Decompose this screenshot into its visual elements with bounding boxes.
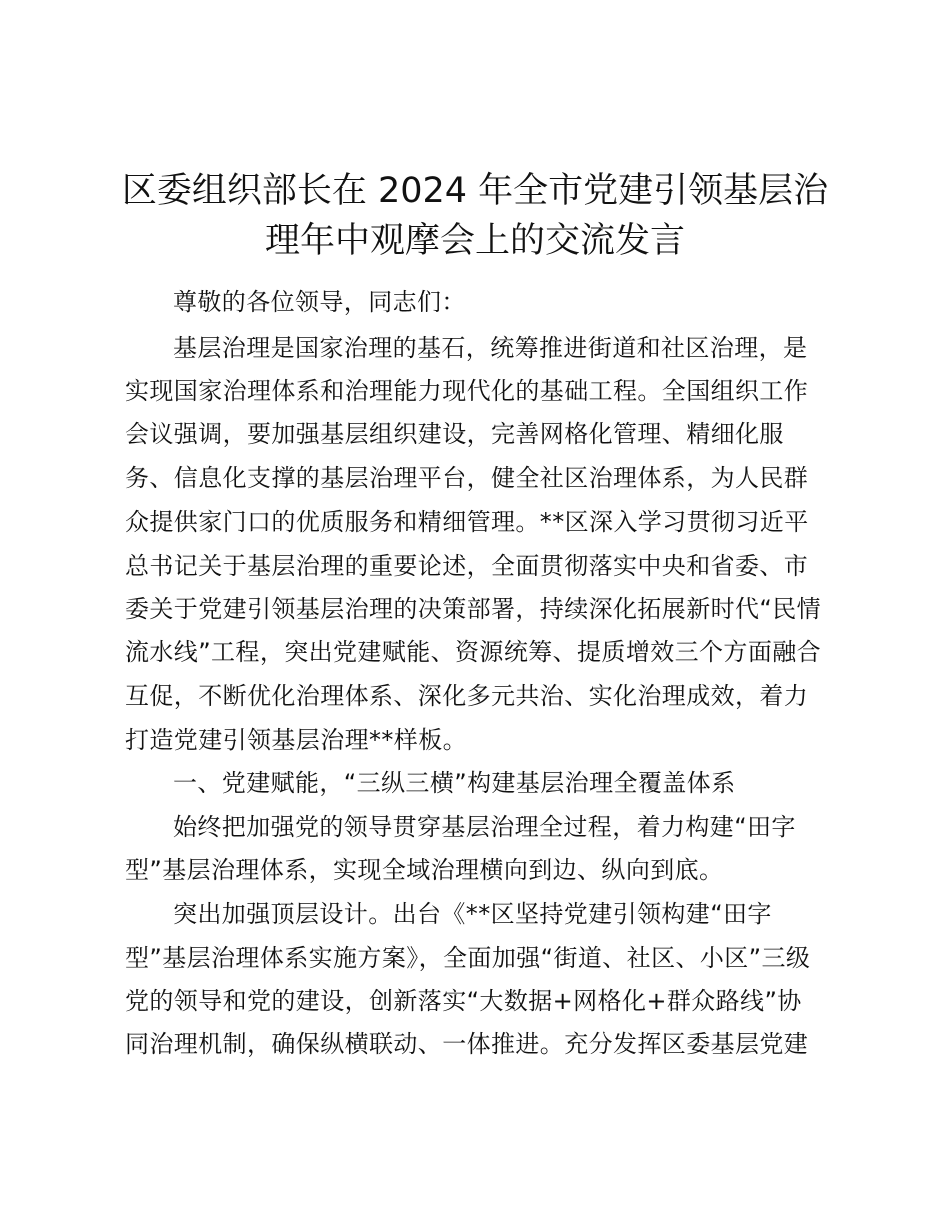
- body-line: 打造党建引领基层治理**样板。: [125, 726, 467, 754]
- body-line: 总书记关于基层治理的重要论述，全面贯彻落实中央和省委、市: [125, 552, 809, 580]
- body-line: 基层治理是国家治理的基石，统筹推进街道和社区治理，是: [173, 334, 808, 362]
- body-line: 务、信息化支撑的基层治理平台，健全社区治理体系，为人民群: [125, 464, 809, 492]
- body-line: 突出加强顶层设计。出台《**区坚持党建引领构建“田字: [173, 900, 772, 928]
- body-line: 型”基层治理体系，实现全域治理横向到边、纵向到底。: [125, 856, 724, 884]
- body-line: 实现国家治理体系和治理能力现代化的基础工程。全国组织工作: [125, 377, 809, 405]
- body-line: 委关于党建引领基层治理的决策部署，持续深化拓展新时代“民情: [125, 595, 822, 623]
- body-line: 型”基层治理体系实施方案》，全面加强“街道、社区、小区”三级: [125, 944, 811, 972]
- document-title-line-1: 区委组织部长在 2024 年全市党建引领基层治: [121, 171, 829, 211]
- body-line: 同治理机制，确保纵横联动、一体推进。充分发挥区委基层党建: [125, 1030, 809, 1058]
- body-line: 始终把加强党的领导贯穿基层治理全过程，着力构建“田字: [173, 813, 796, 841]
- document-title-line-2: 理年中观摩会上的交流发言: [264, 221, 685, 261]
- body-line: 众提供家门口的优质服务和精细管理。**区深入学习贯彻习近平: [125, 508, 809, 536]
- body-line: 会议强调，要加强基层组织建设，完善网格化管理、精细化服: [125, 420, 784, 448]
- body-line: 党的领导和党的建设，创新落实“大数据+网格化+群众路线”协: [125, 987, 802, 1015]
- section-heading: 一、党建赋能，“三纵三横”构建基层治理全覆盖体系: [173, 769, 736, 797]
- body-line: 流水线”工程，突出党建赋能、资源统筹、提质增效三个方面融合: [125, 638, 822, 666]
- salutation: 尊敬的各位领导，同志们：: [173, 288, 466, 316]
- body-line: 互促，不断优化治理体系、深化多元共治、实化治理成效，着力: [125, 682, 809, 710]
